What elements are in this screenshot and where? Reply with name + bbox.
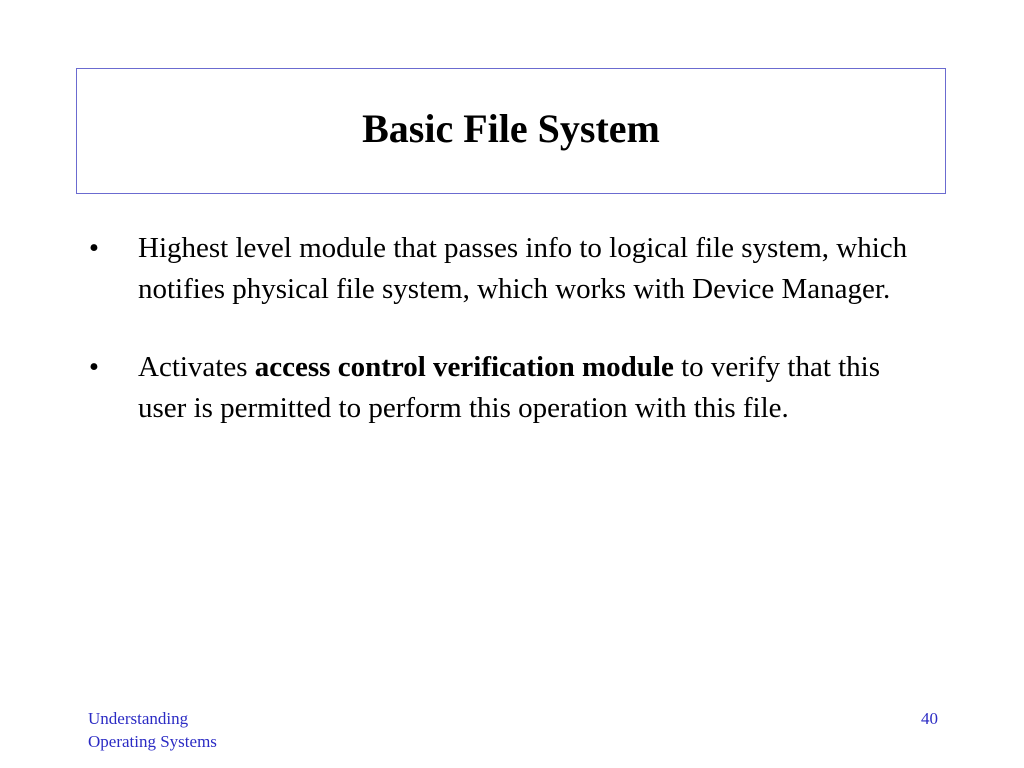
bullet-text-before: Highest level module that passes info to logical file system, which notifies physical file system, which works with Device Manager. <box>138 232 908 305</box>
bullet-marker-icon: • <box>88 232 100 264</box>
bullet-text <box>138 232 907 305</box>
page-number: 40 <box>921 709 938 728</box>
bullet-item <box>84 228 934 310</box>
footer-course-line2: Operating Systems <box>88 732 217 751</box>
bullet-text-before: Activates <box>138 351 255 383</box>
slide-title: Basic File System <box>362 106 660 151</box>
bullet-list <box>84 228 934 466</box>
bullet-item <box>84 347 934 429</box>
bullet-bold-term: access control verification module <box>254 351 674 383</box>
bullet-text-after: to verify that this user is permitted to perform this operation with this file. <box>138 351 881 424</box>
bullet-marker-icon: • <box>88 351 100 383</box>
bullet-text <box>138 351 880 424</box>
footer-course-title <box>88 707 217 753</box>
title-box <box>76 68 946 194</box>
footer-course-line1: Understanding <box>88 709 189 728</box>
